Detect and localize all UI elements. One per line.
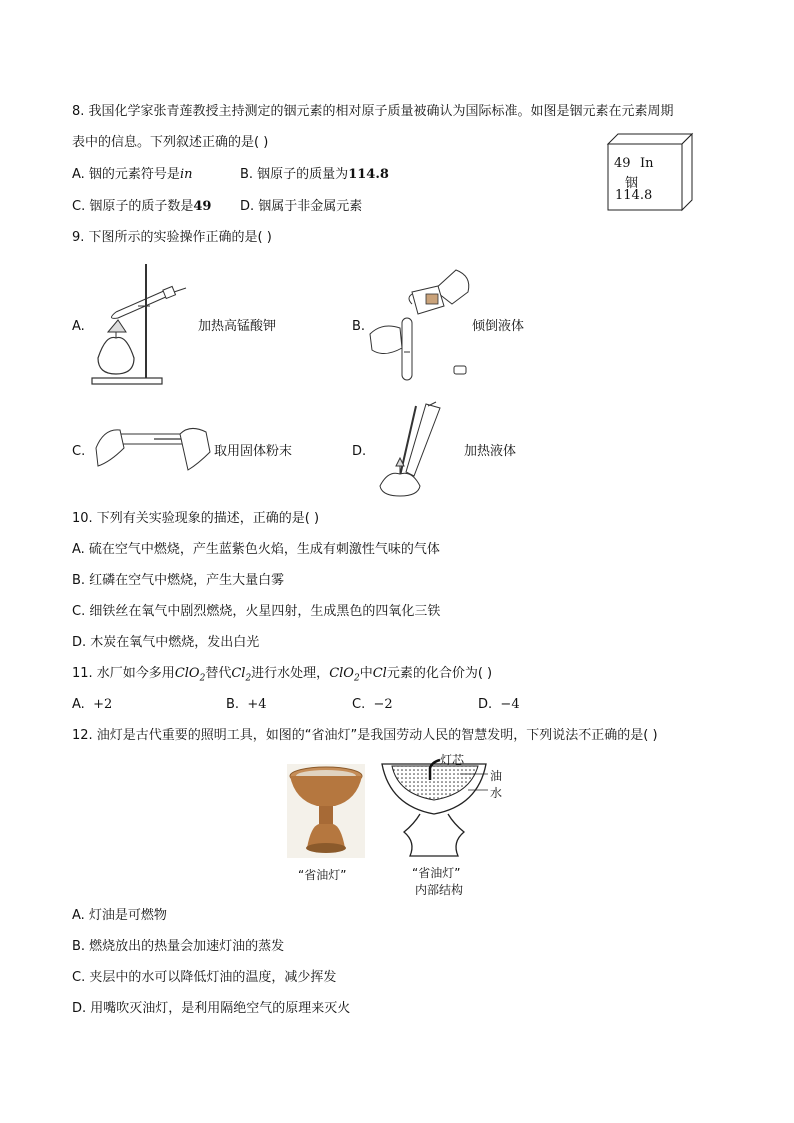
q8-option-a-symbol: in xyxy=(179,167,193,182)
q11-stem-part1: 11. 水厂如今多用 xyxy=(72,666,175,681)
q11-stem-part2: 替代 xyxy=(205,666,232,681)
q9-option-c-letter[interactable]: C. xyxy=(72,444,86,459)
q11-stem-part3: 进行水处理， xyxy=(251,666,330,681)
q11-stem xyxy=(72,665,492,688)
q11-formula-clo2-a: ClO xyxy=(174,666,200,681)
q12-stem: 12. 油灯是古代重要的照明工具，如图的“省油灯”是我国劳动人民的智慧发明，下列说法不正确的是( ) xyxy=(72,728,658,743)
q11-option-d[interactable] xyxy=(478,696,520,714)
indium-atomic-number: 49 xyxy=(614,156,631,171)
q10-option-b[interactable]: B. 红磷在空气中燃烧，产生大量白雾 xyxy=(72,573,285,588)
q9-option-c-label: 取用固体粉末 xyxy=(214,444,293,459)
q11-option-d-letter: D. xyxy=(478,697,493,712)
q9-option-a-label: 加热高锰酸钾 xyxy=(198,319,277,334)
q11-formula-cl2-sub: 2 xyxy=(245,673,252,684)
q8-option-b[interactable] xyxy=(240,166,389,184)
structure-caption-line1: “省油灯” xyxy=(412,866,461,880)
q8-option-c[interactable] xyxy=(72,198,211,216)
heating-kmno4-apparatus-icon xyxy=(86,262,196,387)
q12-option-b[interactable]: B. 燃烧放出的热量会加速灯油的蒸发 xyxy=(72,939,285,954)
q10-option-c[interactable]: C. 细铁丝在氧气中剧烈燃烧，火星四射，生成黑色的四氧化三铁 xyxy=(72,604,441,619)
oil-lamp-photo xyxy=(287,764,365,858)
q8-stem-line2: 表中的信息。下列叙述正确的是( ) xyxy=(72,135,269,150)
q11-option-c-value: −2 xyxy=(373,697,393,712)
q9-option-d-label: 加热液体 xyxy=(464,444,517,459)
q11-formula-clo2-b: ClO xyxy=(329,666,354,681)
q11-option-c[interactable] xyxy=(352,696,393,714)
q8-option-d[interactable]: D. 铟属于非金属元素 xyxy=(240,199,363,214)
pouring-liquid-icon xyxy=(368,262,478,387)
q11-option-a[interactable] xyxy=(72,696,112,714)
q11-stem-part4: 中 xyxy=(359,666,373,681)
indium-symbol: In xyxy=(640,156,654,171)
q9-option-b-letter[interactable]: B. xyxy=(352,319,366,334)
oil-lamp-structure-diagram xyxy=(380,760,503,870)
q11-option-b-letter: B. xyxy=(226,697,240,712)
q9-option-a-letter[interactable]: A. xyxy=(72,319,85,334)
q8-option-c-number: 49 xyxy=(193,199,212,214)
q12-option-a[interactable]: A. 灯油是可燃物 xyxy=(72,908,167,923)
q11-option-d-value: −4 xyxy=(500,697,520,712)
q11-option-a-letter: A. xyxy=(72,697,85,712)
q9-option-b-label: 倾倒液体 xyxy=(472,319,525,334)
indium-name: 铟 xyxy=(625,176,639,191)
oil-label: 油 xyxy=(490,769,503,783)
q8-option-a[interactable] xyxy=(72,166,192,184)
q11-stem-part5: 元素的化合价为( ) xyxy=(386,666,493,681)
q8-option-b-text: B. 铟原子的质量为 xyxy=(240,167,349,182)
q11-option-a-value: +2 xyxy=(93,697,113,712)
q11-formula-clo2-a-sub: 2 xyxy=(199,673,206,684)
heating-liquid-icon xyxy=(366,400,466,500)
indium-atomic-mass: 114.8 xyxy=(615,188,653,203)
oil-lamp-photo-caption: “省油灯” xyxy=(298,868,347,882)
q10-option-d[interactable]: D. 木炭在氧气中燃烧，发出白光 xyxy=(72,635,260,650)
q11-formula-cl: Cl xyxy=(372,666,387,681)
taking-powder-icon xyxy=(94,418,214,478)
q8-option-a-text: A. 铟的元素符号是 xyxy=(72,167,180,182)
q9-option-d-letter[interactable]: D. xyxy=(352,444,367,459)
q11-formula-clo2-b-sub: 2 xyxy=(353,673,360,684)
q8-option-c-text: C. 铟原子的质子数是 xyxy=(72,199,194,214)
q8-stem-line1: 8. 我国化学家张青莲教授主持测定的铟元素的相对原子质量被确认为国际标准。如图是铟元素在元素周期 xyxy=(72,104,674,119)
q11-option-b-value: +4 xyxy=(247,697,267,712)
q11-option-b[interactable] xyxy=(226,696,267,714)
water-label: 水 xyxy=(490,786,503,800)
q12-option-d[interactable]: D. 用嘴吹灭油灯，是利用隔绝空气的原理来灭火 xyxy=(72,1001,351,1016)
q10-option-a[interactable]: A. 硫在空气中燃烧，产生蓝紫色火焰，生成有刺激性气味的气体 xyxy=(72,542,440,557)
q12-option-c[interactable]: C. 夹层中的水可以降低灯油的温度，减少挥发 xyxy=(72,970,337,985)
q9-stem: 9. 下图所示的实验操作正确的是( ) xyxy=(72,230,272,245)
q11-option-c-letter: C. xyxy=(352,697,366,712)
q10-stem: 10. 下列有关实验现象的描述，正确的是( ) xyxy=(72,511,320,526)
structure-caption-line2: 内部结构 xyxy=(415,883,464,897)
wick-label: 灯芯 xyxy=(440,753,465,767)
q11-formula-cl2: Cl xyxy=(231,666,246,681)
q8-option-b-number: 114.8 xyxy=(348,167,389,182)
